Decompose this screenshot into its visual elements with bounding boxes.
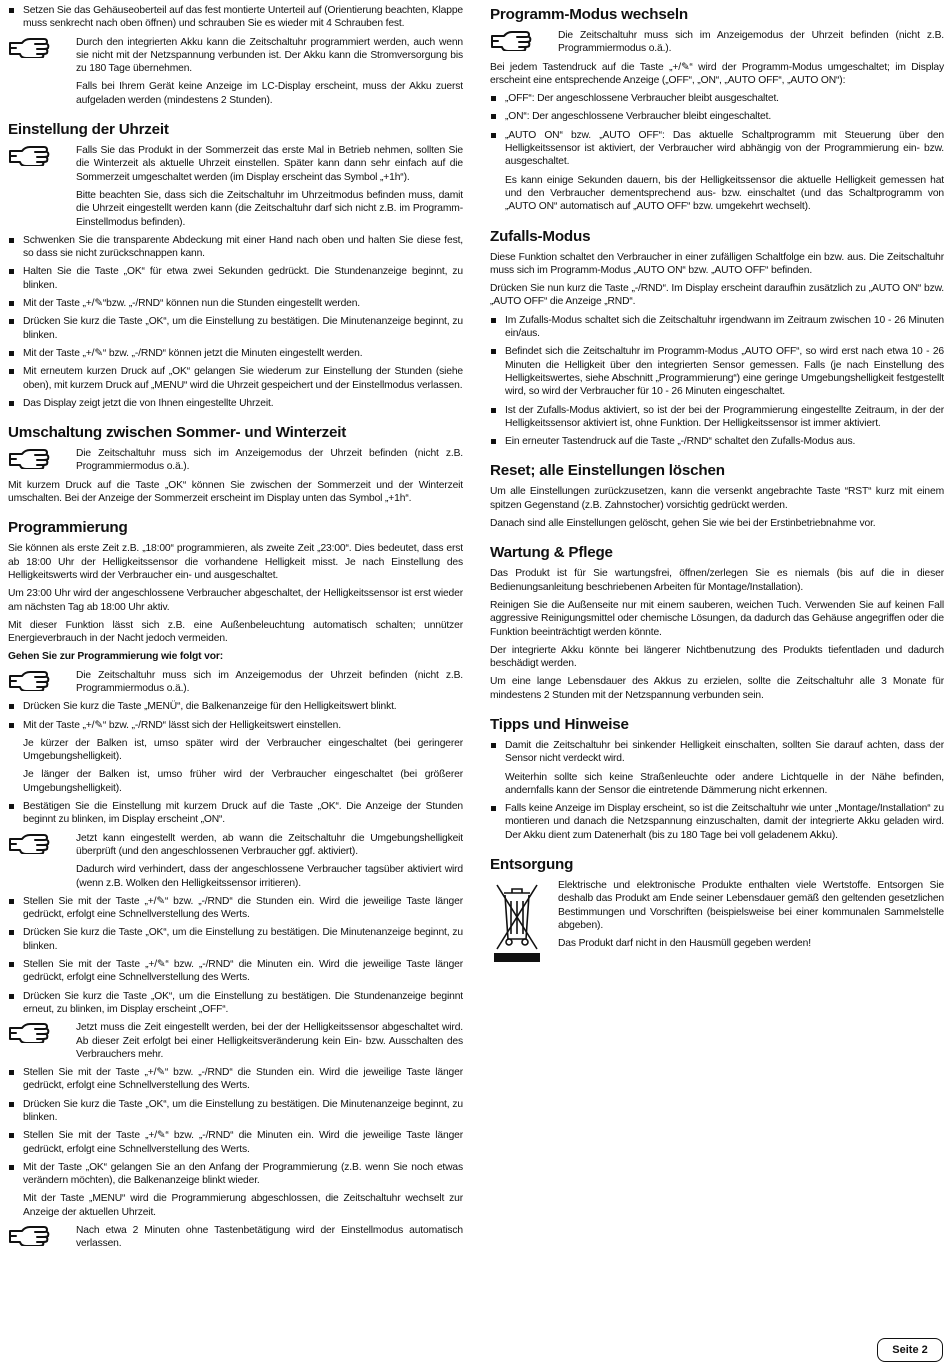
list-item: Damit die Zeitschaltuhr bei sinkender Helligkeit einschalten, sollten Sie darauf achten, dass der Sensor nicht verdeckt wird. (490, 739, 944, 766)
tipps-list-1 (490, 739, 944, 766)
programmierung-steps-4 (8, 1066, 463, 1187)
section-title-tipps: Tipps und Hinweise (490, 715, 629, 733)
programmierung-subheading: Gehen Sie zur Programmierung wie folgt vor: (8, 651, 223, 663)
list-item: „OFF“: Der angeschlossene Verbraucher bleibt ausgeschaltet. (490, 92, 944, 105)
pointing-hand-icon (8, 832, 50, 854)
pointing-hand-icon (8, 144, 50, 166)
list-item: Setzen Sie das Gehäuseoberteil auf das fest montierte Unterteil auf (Orientierung beachten, Klappe muss senkrecht nach oben öffnen) und schrauben Sie es wieder mit 4 Schrauben fest. (8, 4, 463, 31)
section-title-wartung: Wartung & Pflege (490, 544, 613, 562)
paragraph: Mit der Taste „MENU“ wird die Programmierung abgeschlossen, die Zeitschaltuhr wechselt zur Anzeige der aktuellen Uhrzeit. (23, 1193, 463, 1218)
list-item: „AUTO ON“ bzw. „AUTO OFF“: Das aktuelle Schaltprogramm mit Steuerung über den Helligkeitssensor ist aktiviert, der Verbraucher wird abhängig von der Programmierung ein- bzw. ausgeschaltet. (490, 129, 944, 169)
page-number: Seite 2 (877, 1338, 943, 1362)
reset-text (490, 485, 944, 530)
list-item: Mit der Taste „+/✎“ bzw. „-/RND“ können jetzt die Minuten eingestellt werden. (8, 347, 463, 360)
zufalls-modus-list (490, 314, 944, 449)
list-item: Stellen Sie mit der Taste „+/✎“ bzw. „-/RND“ die Stunden ein. Wird die jeweilige Taste länger gedrückt, erfolgt eine Schnellverstellung des Werts. (8, 895, 463, 922)
note-text: Falls bei Ihrem Gerät keine Anzeige im LC-Display erscheint, muss der Akku zuerst aufgeladen werden (mindestens 2 Stunden). (76, 81, 463, 106)
weee-crossed-bin-icon (492, 879, 542, 963)
list-item: Halten Sie die Taste „OK“ für etwa zwei Sekunden gedrückt. Die Stundenanzeige beginnt, zu blinken. (8, 265, 463, 292)
sommerzeit-text: Mit kurzem Druck auf die Taste „OK“ können Sie zwischen der Sommerzeit und der Winterzeit umschalten. Bei der Anzeige der Sommerzeit erscheint im Display unten das Symbol „+1h“. (8, 479, 463, 505)
note-text: Jetzt muss die Zeit eingestellt werden, bei der der Helligkeitssensor abgeschaltet wird. Ab dieser Zeit erfolgt bei einer Helligkeitsveränderung kein Ein- bzw. Ausschalten des Verbrauchers mehr. (76, 1022, 463, 1060)
list-item: Stellen Sie mit der Taste „+/✎“ bzw. „-/RND“ die Stunden ein. Wird die jeweilige Taste länger gedrückt, erfolgt eine Schnellverstellung des Werts. (8, 1066, 463, 1093)
paragraph: Das Produkt ist für Sie wartungsfrei, öffnen/zerlegen Sie es niemals (bis auf die in dieser Bedienungsanleitung beschriebenen Arbeiten für Montage/Installation). (490, 568, 944, 593)
paragraph: Sie können als erste Zeit z.B. „18:00“ programmieren, als zweite Zeit „23:00“. Dies bedeutet, dass erst ab 18:00 Uhr der Helligkeitssensor die vorhandene Helligkeit misst. Je nach Einstellung des Helligkeitswerts wird der Verbraucher ein- und ausgeschaltet. (8, 543, 463, 581)
list-item: Befindet sich die Zeitschaltuhr im Programm-Modus „AUTO OFF“, so wird erst nach etwa 10 - 26 Minuten die Helligkeit über den integrierten Sensor gemessen. Falls (je nach Einstellung des Helligkeitswertes, siehe Abschnitt „Programmierung“) eine geringe Umgebungshelligkeit festgestellt wird, so wird der Verbraucher für 10 - 26 Minuten eingeschaltet. (490, 345, 944, 398)
right-column (490, 4, 944, 965)
paragraph: Um 23:00 Uhr wird der angeschlossene Verbraucher abgeschaltet, der Helligkeitssensor ist erst wieder am nächsten Tag ab 18:00 Uhr aktiv. (8, 588, 463, 613)
note-text: Bitte beachten Sie, dass sich die Zeitschaltuhr im Uhrzeitmodus befinden muss, damit die Uhrzeit eingestellt werden kann (die Zeitschaltuhr darf sich nicht z.B. im Programm-Einstellmodus befinden). (76, 189, 463, 228)
section-title-zufalls-modus: Zufalls-Modus (490, 227, 591, 245)
programm-modus-note (490, 29, 944, 56)
paragraph: Der integrierte Akku könnte bei längerer Nichtbenutzung des Produkts tiefentladen und dadurch beschädigt werden. (490, 644, 944, 670)
pointing-hand-icon (490, 29, 532, 51)
intro-bullet-list (8, 4, 463, 31)
note-text: Dadurch wird verhindert, dass der angeschlossene Verbraucher tagsüber aktiviert wird (wenn z.B. Wolken den Helligkeitssensor irritieren). (76, 864, 463, 889)
pointing-hand-icon (8, 1224, 50, 1246)
paragraph: Reinigen Sie die Außenseite nur mit einem sauberen, weichen Tuch. Verwenden Sie auf keinen Fall aggressive Reinigungsmittel oder chemische Lösungen, da dadurch das Gehäuse angegriffen oder die Funktion beeinträchtigt werden könnte. (490, 599, 944, 638)
note-text: Die Zeitschaltuhr muss sich im Anzeigemodus der Uhrzeit befinden (nicht z.B. Programmiermodus o.ä.). (76, 669, 463, 694)
programmierung-note-3 (8, 1021, 463, 1061)
list-item: Das Display zeigt jetzt die von Ihnen eingestellte Uhrzeit. (8, 397, 463, 410)
pointing-hand-icon (8, 1021, 50, 1043)
note-text: Nach etwa 2 Minuten ohne Tastenbetätigung wird der Einstellmodus automatisch verlassen. (76, 1225, 463, 1250)
left-column (8, 4, 463, 1256)
note-text: Falls Sie das Produkt in der Sommerzeit das erste Mal in Betrieb nehmen, sollten Sie die Winterzeit als aktuelle Uhrzeit einstellen. Später kann dann sehr einfach auf die Sommerzeit umgeschaltet werden (im Display erscheint das Symbol „+1h“). (76, 145, 463, 183)
zufalls-modus-intro (490, 251, 944, 309)
list-item: Drücken Sie kurz die Taste „OK“, um die Einstellung zu bestätigen. Die Stundenanzeige beginnt erneut, zu blinken, im Display erscheint „OFF“. (8, 990, 463, 1017)
entsorgung-text (558, 879, 944, 950)
section-title-programm-modus: Programm-Modus wechseln (490, 6, 688, 23)
programmierung-sub-1 (8, 737, 463, 795)
list-item: Drücken Sie kurz die Taste „OK“, um die Einstellung zu bestätigen. Die Minutenanzeige beginnt, zu blinken. (8, 926, 463, 953)
list-item: Mit erneutem kurzen Druck auf „OK“ gelangen Sie wiederum zur Einstellung der Stunden (siehe oben), mit kurzem Druck auf „MENU“ wird die Uhrzeit gespeichert und der Einstellmodus verlassen. (8, 365, 463, 392)
list-item: Drücken Sie kurz die Taste „OK“, um die Einstellung zu bestätigen. Die Minutenanzeige beginnt, zu blinken. (8, 315, 463, 342)
list-item: Im Zufalls-Modus schaltet sich die Zeitschaltuhr irgendwann im Zeitraum zwischen 10 - 26 Minuten ein/aus. (490, 314, 944, 341)
paragraph: Um alle Einstellungen zurückzusetzen, kann die versenkt angebrachte Taste “RST“ kurz mit einem spitzen Gegenstand (z.B. Zahnstocher) vorsichtig gedrückt werden. (490, 486, 944, 511)
list-item: Stellen Sie mit der Taste „+/✎“ bzw. „-/RND“ die Minuten ein. Wird die jeweilige Taste länger gedrückt, erfolgt eine Schnellverstellung des Werts. (8, 958, 463, 985)
list-item: Ist der Zufalls-Modus aktiviert, so ist der bei der Programmierung eingestellte Zeitraum, in der der Helligkeitssensor aktiviert ist, ohne Funktion. Der Helligkeitssensor ist immer aktiviert. (490, 404, 944, 431)
list-item: Mit der Taste „OK“ gelangen Sie an den Anfang der Programmierung (z.B. wenn Sie noch etwas verändern möchten), die Balkenanzeige blinkt wieder. (8, 1161, 463, 1188)
pointing-hand-icon (8, 669, 50, 691)
pointing-hand-icon (8, 36, 50, 58)
section-title-sommerzeit: Umschaltung zwischen Sommer- und Winterzeit (8, 424, 347, 442)
paragraph: Weiterhin sollte sich keine Straßenleuchte oder andere Lichtquelle in der Nähe befinden, andernfalls kann der Sensor die eintretende Dämmerung nicht erkennen. (505, 771, 944, 796)
paragraph: Je länger der Balken ist, umso früher wird der Verbraucher eingeschaltet (bei größerer Umgebungshelligkeit). (23, 769, 463, 794)
programmierung-sub-2 (8, 1192, 463, 1219)
programmierung-note-2 (8, 832, 463, 890)
intro-note (8, 36, 463, 107)
paragraph: Das Produkt darf nicht in den Hausmüll gegeben werden! (558, 938, 811, 950)
paragraph: Je kürzer der Balken ist, umso später wird der Verbraucher eingeschaltet (bei geringerer Umgebungshelligkeit). (23, 737, 463, 763)
wartung-text (490, 567, 944, 702)
programm-modus-sub (490, 174, 944, 214)
list-item: Schwenken Sie die transparente Abdeckung mit einer Hand nach oben und halten Sie diese fest, so dass sie nicht zurückschnappen kann. (8, 234, 463, 261)
section-title-entsorgung: Entsorgung (490, 856, 574, 874)
programmierung-note-1 (8, 669, 463, 696)
uhrzeit-steps (8, 234, 463, 410)
paragraph: Drücken Sie nun kurz die Taste „-/RND“. Im Display erscheint daraufhin zusätzlich zu „AUTO ON“ bzw. „AUTO OFF“ die Anzeige „RND“. (490, 283, 944, 308)
paragraph: Elektrische und elektronische Produkte enthalten viele Wertstoffe. Entsorgen Sie deshalb das Produkt am Ende seiner Lebensdauer gemäß den geltenden gesetzlichen Bestimmungen und Vorschriften (beispielsweise bei einer kommunalen Sammelstelle abgeben). (558, 880, 944, 931)
paragraph: Danach sind alle Einstellungen gelöscht, gehen Sie wie bei der Erstinbetriebnahme vor. (490, 518, 876, 530)
programmierung-intro (8, 542, 463, 645)
programm-modus-list (490, 92, 944, 168)
note-text: Die Zeitschaltuhr muss sich im Anzeigemodus der Uhrzeit befinden (nicht z.B. Programmiermodus o.ä.). (558, 30, 944, 55)
programmierung-steps-2 (8, 800, 463, 827)
list-item: Bestätigen Sie die Einstellung mit kurzem Druck auf die Taste „OK“. Die Anzeige der Stunden beginnt zu blinken, im Display erscheint „ON“. (8, 800, 463, 827)
programm-modus-text: Bei jedem Tastendruck auf die Taste „+/✎“ wird der Programm-Modus umgeschaltet; im Display erscheint eine entsprechende Anzeige („OFF“, „ON“, „AUTO OFF“, „AUTO ON“): (490, 61, 944, 86)
section-title-programmierung: Programmierung (8, 519, 128, 537)
programmierung-steps-3 (8, 895, 463, 1016)
list-item: Stellen Sie mit der Taste „+/✎“ bzw. „-/RND“ die Minuten ein. Wird die jeweilige Taste länger gedrückt, erfolgt eine Schnellverstellung des Werts. (8, 1129, 463, 1156)
paragraph: Um eine lange Lebensdauer des Akkus zu erzielen, sollte die Zeitschaltuhr alle 3 Monate für mindestens 2 Stunden mit der Netzspannung verbunden sein. (490, 676, 944, 701)
paragraph: Es kann einige Sekunden dauern, bis der Helligkeitssensor die aktuelle Helligkeit gemessen hat und den Verbraucher dementsprechend aus- bzw. einschaltet (und das Schaltprogramm von „AUTO ON“ automatisch auf „AUTO OFF“ bzw. umgekehrt wechselt). (505, 174, 944, 213)
list-item: Mit der Taste „+/✎“bzw. „-/RND“ können nun die Stunden eingestellt werden. (8, 297, 463, 310)
section-title-reset: Reset; alle Einstellungen löschen (490, 462, 725, 480)
list-item: Drücken Sie kurz die Taste „MENÜ“, die Balkenanzeige für den Helligkeitswert blinkt. (8, 700, 463, 713)
paragraph: Mit dieser Funktion lässt sich z.B. eine Außenbeleuchtung automatisch schalten; unnützer Energieverbrauch in der Nacht jedoch vermeiden. (8, 619, 463, 645)
sommerzeit-note (8, 447, 463, 474)
list-item: Falls keine Anzeige im Display erscheint, so ist die Zeitschaltuhr wie unter „Montage/Installation“ zu montieren und danach die Netzspannung einzuschalten, damit der integrierte Akku geladen wird. Der Akku dient zum Datenerhalt (bis zu 180 Tage bei voll geladenem Akku). (490, 802, 944, 842)
list-item: Mit der Taste „+/✎“ bzw. „-/RND“ lässt sich der Helligkeitswert einstellen. (8, 719, 463, 732)
note-text: Jetzt kann eingestellt werden, ab wann die Zeitschaltuhr die Umgebungshelligkeit überprüft (und den angeschlossenen Verbraucher ggf. aktiviert). (76, 832, 463, 857)
note-text: Durch den integrierten Akku kann die Zeitschaltuhr programmiert werden, auch wenn sie nicht mit der Netzspannung verbunden ist. Der Akku kann die Stromversorgung bis zu 180 Tage übernehmen. (76, 36, 463, 75)
tipps-sub (490, 771, 944, 798)
entsorgung-block (490, 879, 944, 965)
list-item: „ON“: Der angeschlossene Verbraucher bleibt eingeschaltet. (490, 110, 944, 123)
paragraph: Diese Funktion schaltet den Verbraucher in einer zufälligen Schaltfolge ein bzw. aus. Die Zeitschaltuhr muss sich im Programm-Modus „AUTO ON“ bzw. „AUTO OFF“ befinden. (490, 251, 944, 276)
programmierung-note-4 (8, 1224, 463, 1251)
pointing-hand-icon (8, 447, 50, 469)
note-text: Die Zeitschaltuhr muss sich im Anzeigemodus der Uhrzeit befinden (nicht z.B. Programmiermodus o.ä.). (76, 448, 463, 473)
tipps-list-2 (490, 802, 944, 842)
uhrzeit-note (8, 144, 463, 229)
list-item: Ein erneuter Tastendruck auf die Taste „-/RND“ schaltet den Zufalls-Modus aus. (490, 435, 944, 448)
programmierung-steps-1 (8, 700, 463, 732)
section-title-uhrzeit: Einstellung der Uhrzeit (8, 121, 169, 139)
list-item: Drücken Sie kurz die Taste „OK“, um die Einstellung zu bestätigen. Die Minutenanzeige beginnt, zu blinken. (8, 1098, 463, 1125)
